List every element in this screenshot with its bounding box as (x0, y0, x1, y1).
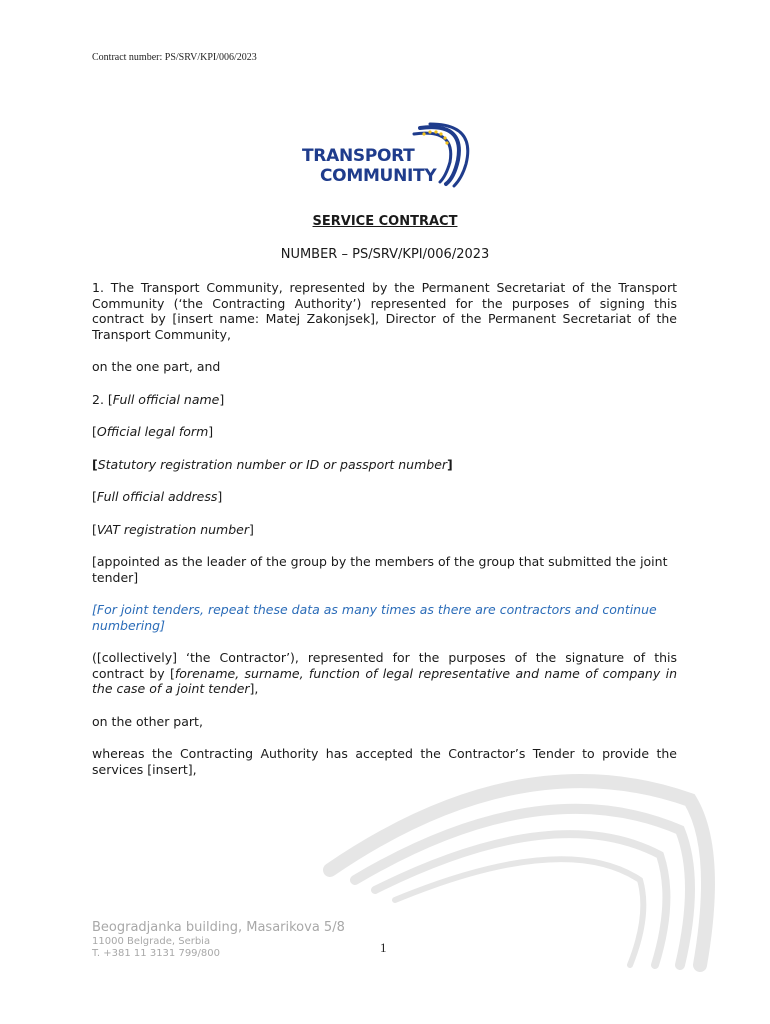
text-span: ] (217, 489, 223, 504)
document-subtitle: NUMBER – PS/SRV/KPI/006/2023 (280, 247, 490, 262)
paragraph-full-official-name (92, 392, 677, 408)
paragraph-other-part: on the other part, (92, 713, 203, 729)
paragraph-contracting-authority: 1. The Transport Community, represented by the Permanent Secretariat of the Transport Community (‘the Contracting Authority’) represented for the purposes of signing this contract by [insert name: Matej Zakonjsek], Director of the Permanent Secretariat of the Transport Community, (92, 280, 677, 342)
paragraph-group-leader: [appointed as the leader of the group by the members of the group that submitted the joint tender] (92, 554, 668, 585)
logo-text-community: COMMUNITY (320, 166, 437, 186)
paragraph-vat-number (92, 522, 677, 538)
joint-tenders-note-text: [For joint tenders, repeat these data as many times as there are contractors and continue numbering] (92, 602, 657, 633)
text-span: ], (249, 681, 259, 696)
document-title: SERVICE CONTRACT (312, 214, 458, 229)
footer-address (92, 920, 345, 960)
footer-phone: T. +381 11 3131 799/800 (92, 948, 220, 959)
page-number: 1 (380, 940, 387, 955)
paragraph-legal-form (92, 424, 677, 440)
paragraph-one-part: on the one part, and (92, 359, 221, 374)
placeholder-full-official-name: Full official name (112, 391, 220, 407)
paragraph-whereas: whereas the Contracting Authority has accepted the Contractor’s Tender to provide the services [insert], (92, 746, 677, 777)
logo-text-transport: TRANSPORT (302, 146, 415, 166)
text-span: ] (447, 456, 453, 472)
paragraph-registration-number (92, 457, 677, 473)
footer-address-line2: 11000 Belgrade, Serbia (92, 936, 211, 947)
placeholder-vat-number: VAT registration number (96, 521, 249, 537)
text-span: ] (219, 391, 225, 407)
placeholder-registration-number: Statutory registration number or ID or passport number (97, 456, 448, 472)
text-span: ] (208, 424, 214, 439)
placeholder-legal-representative: forename, surname, function of legal representative and name of company in the case of a joint tender (92, 665, 677, 696)
footer-address-line1: Beogradjanka building, Masarikova 5/8 (92, 920, 345, 935)
paragraph-joint-tenders-note (92, 602, 677, 633)
paragraph-official-address (92, 489, 677, 505)
text-span: [ (92, 489, 97, 504)
placeholder-legal-form: Official legal form (96, 424, 209, 439)
placeholder-official-address: Full official address (96, 489, 218, 504)
contract-number-header: Contract number: PS/SRV/KPI/006/2023 (92, 52, 257, 63)
paragraph-contractor (92, 650, 677, 697)
transport-community-logo (300, 120, 475, 190)
text-span: ] (249, 521, 254, 537)
text-span: [ (92, 521, 97, 537)
text-span: [ (92, 456, 98, 472)
contract-body (92, 280, 677, 794)
text-span: ([collectively] ‘the Contractor’), represented for the purposes of the signature of this contract by [ (92, 650, 677, 681)
text-span: [ (92, 424, 97, 439)
text-span: 2. [ (92, 391, 113, 407)
